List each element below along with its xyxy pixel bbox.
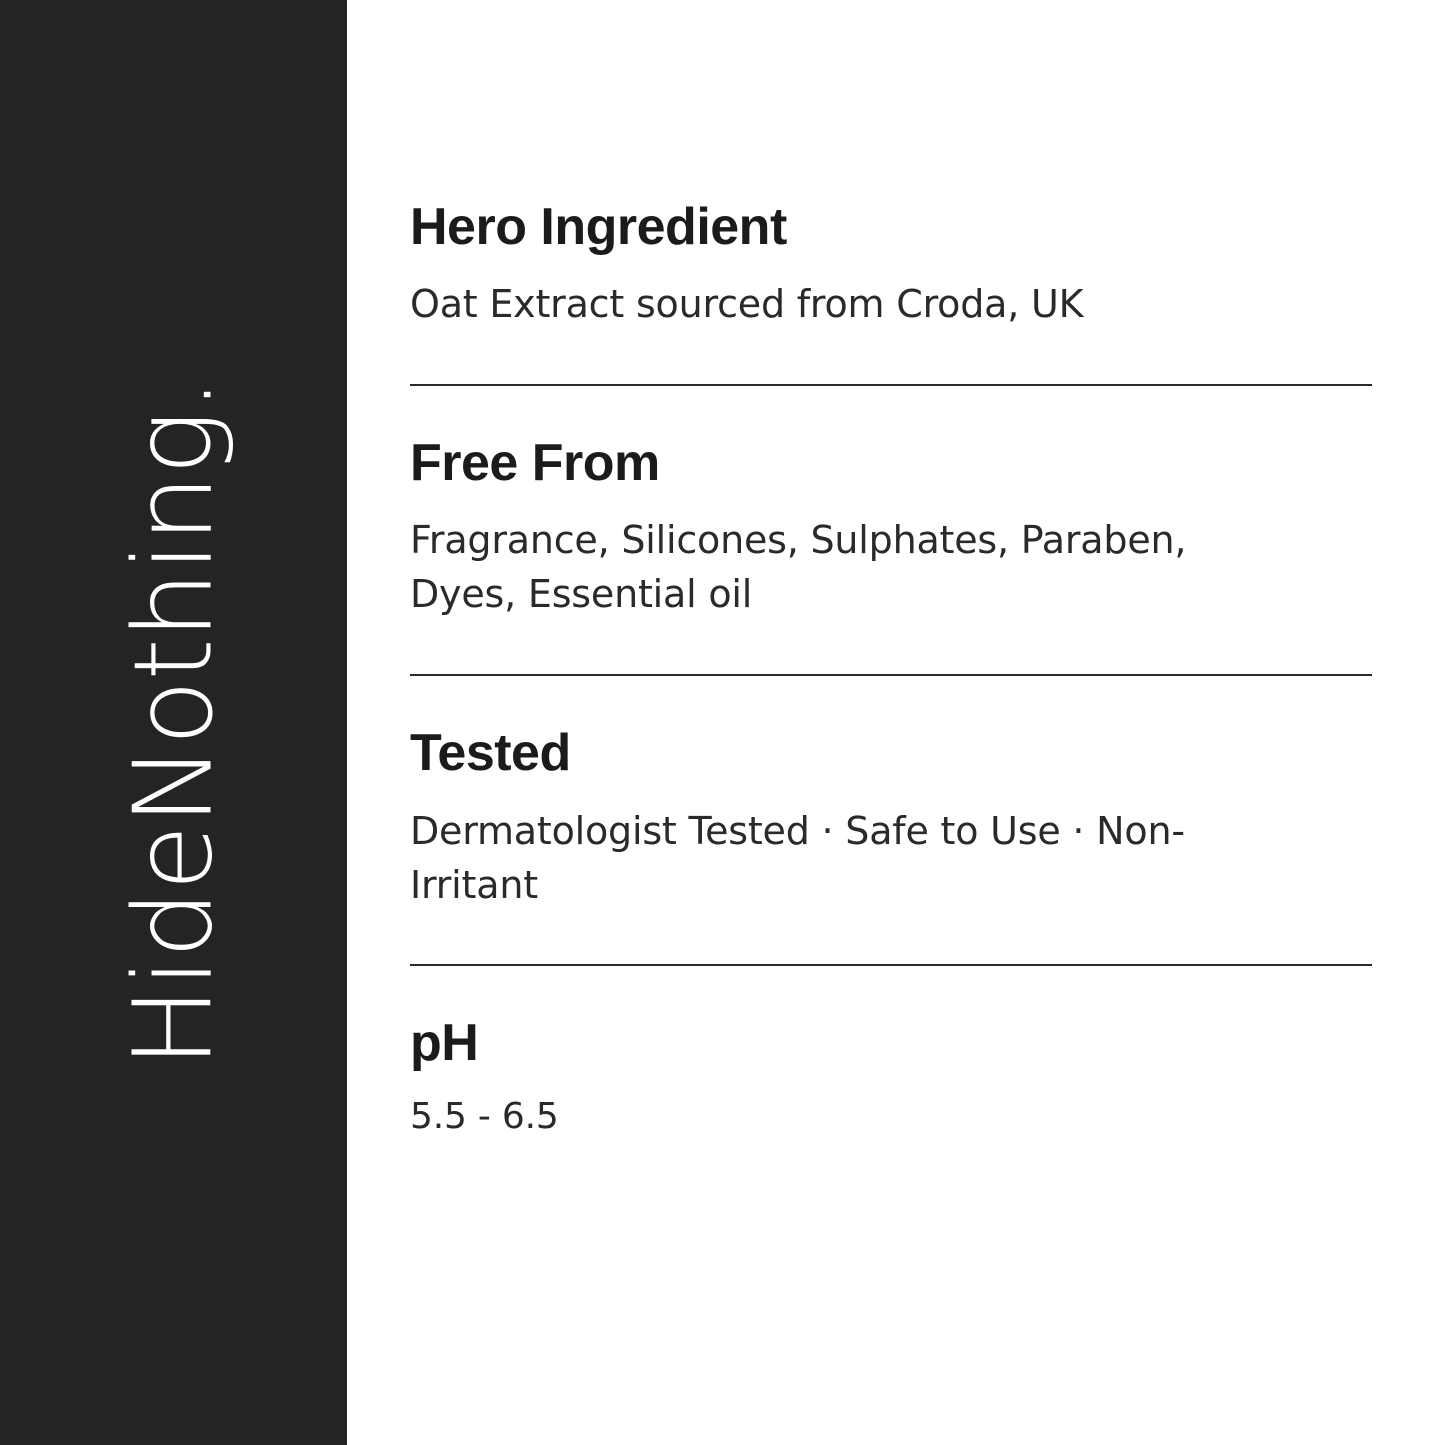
section-tested xyxy=(410,724,1372,912)
section-divider xyxy=(410,964,1372,966)
section-body: Dermatologist Tested · Safe to Use · Non-Irritant xyxy=(410,808,1185,907)
section-body: 5.5 - 6.5 xyxy=(410,1095,559,1137)
section-divider xyxy=(410,674,1372,676)
brand-wordmark: HideNothing. xyxy=(111,377,236,1068)
section-title: Hero Ingredient xyxy=(410,198,787,256)
section-hero-ingredient xyxy=(410,198,1372,332)
section-title: Free From xyxy=(410,434,660,493)
section-body: Fragrance, Silicones, Sulphates, Paraben, Dyes, Essential oil xyxy=(410,518,1187,617)
brand-side-band xyxy=(0,0,347,1445)
section-ph xyxy=(410,1014,1372,1141)
section-body: Oat Extract sourced from Croda, UK xyxy=(410,282,1084,327)
section-free-from xyxy=(410,434,1372,622)
section-title: Tested xyxy=(410,724,571,783)
info-content xyxy=(347,0,1445,1445)
section-list xyxy=(410,198,1372,1142)
section-divider xyxy=(410,384,1372,386)
section-title: pH xyxy=(410,1014,479,1073)
